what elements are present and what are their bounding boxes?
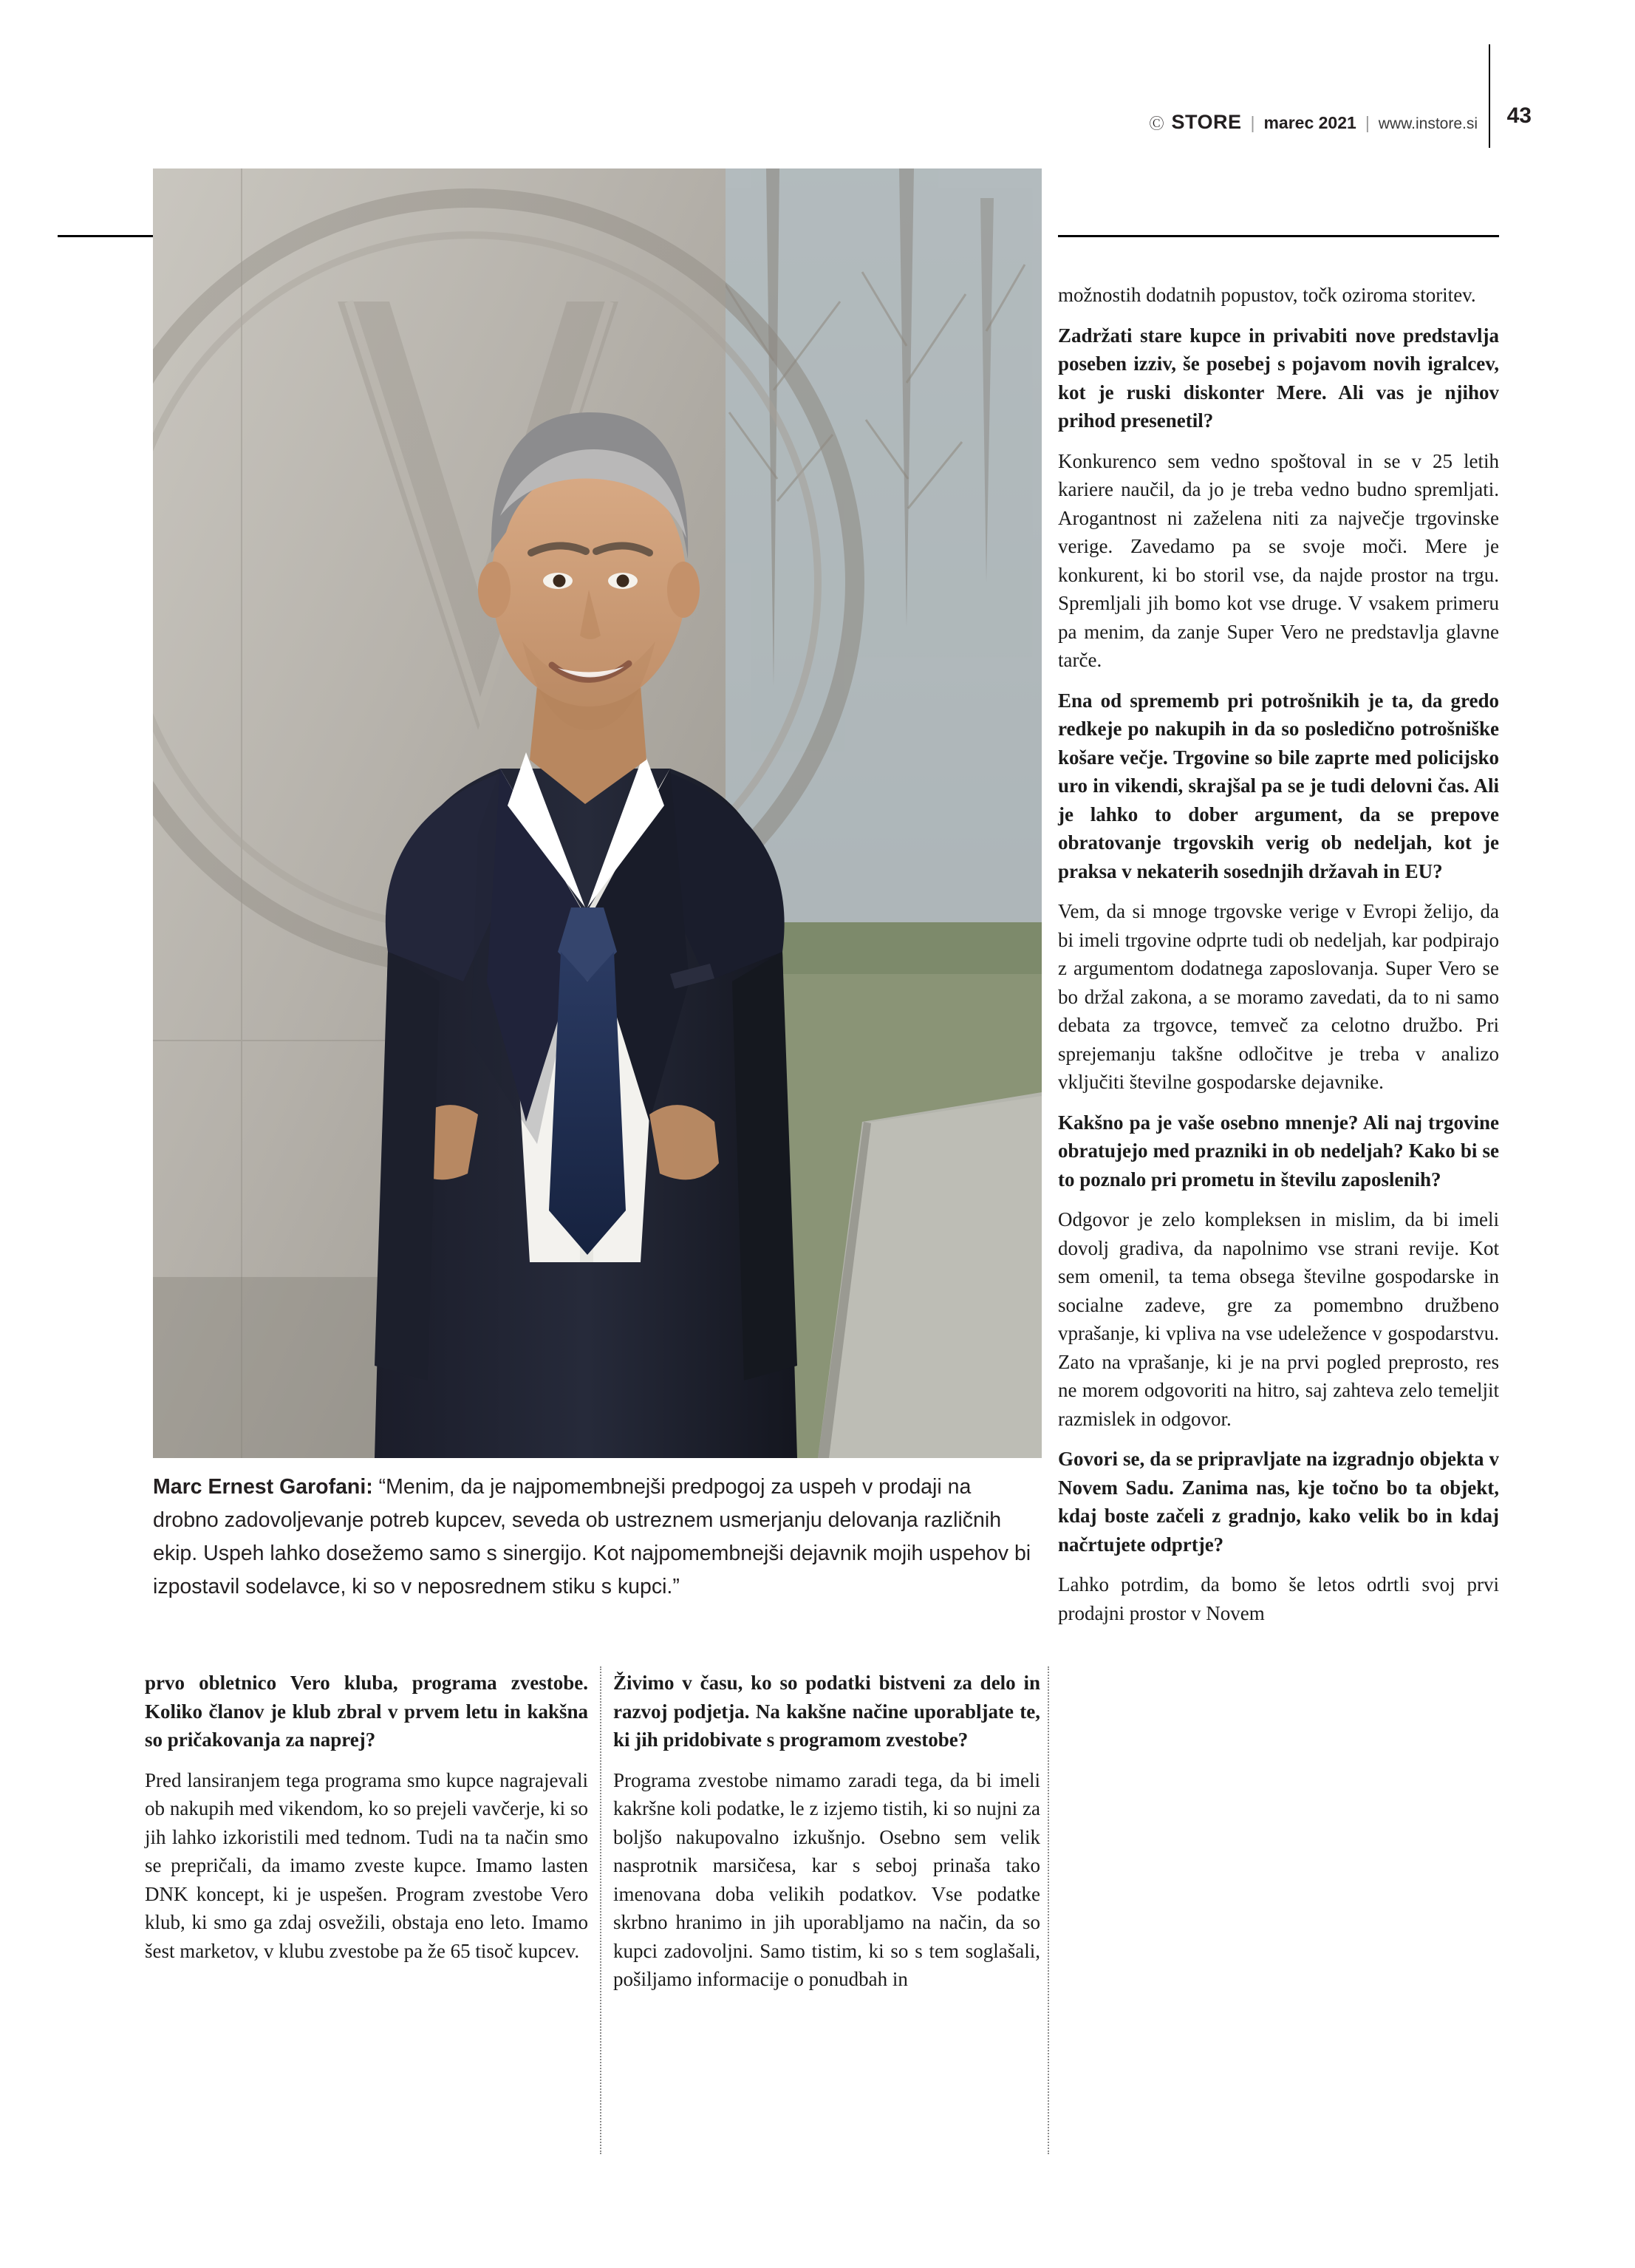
separator-1: | <box>1250 113 1255 132</box>
column-divider-2 <box>1048 1666 1049 2154</box>
interview-answer: Lahko potrdim, da bomo še letos odrtli svoj prvi prodajni prostor v Novem <box>1058 1573 1499 1624</box>
portrait-photo <box>153 168 1042 1458</box>
interview-question: Kakšno pa je vaše osebno mnenje? Ali naj trgovine obratujejo med prazniki in ob nedeljah? Kako bi se to poznalo pri prometu in številu zaposlenih? <box>1058 1111 1499 1191</box>
magazine-masthead <box>1149 111 1478 134</box>
issue-date: marec 2021 <box>1263 113 1356 132</box>
body-column-2 <box>613 1669 1040 1994</box>
interview-question: Govori se, da se pripravljate na izgradnjo objekta v Novem Sadu. Zanima nas, kje točno bo ta objekt, kdaj boste začeli z gradnjo, kako velik bo in kdaj načrtujete odprtje? <box>1058 1448 1499 1556</box>
page-number: 43 <box>1506 103 1532 128</box>
interview-question: Živimo v času, ko so podatki bistveni za delo in razvoj podjetja. Na kakšne načine uporabljate te, ki jih pridobivate s programom zvestobe? <box>613 1672 1040 1751</box>
interview-question: Ena od sprememb pri potrošnikih je ta, da gredo redkeje po nakupih in da so posledično potrošniške košare večje. Trgovine so bile zaprte med policijsko uro in vikendi, skrajšal pa se je tudi delovni čas. Ali je lahko to dober argument, da se prepove obratovanje trgovskih verig ob nedeljah, kot je praksa v nekaterih sosednjih državah in EU? <box>1058 689 1499 882</box>
column-divider-1 <box>600 1666 601 2154</box>
rule-right <box>1058 235 1499 237</box>
body-column-1 <box>145 1669 588 1965</box>
portrait-photo-graphic <box>153 168 1042 1458</box>
copyright-icon: Ⓒ <box>1149 116 1164 132</box>
interview-answer: možnostih dodatnih popustov, točk oziroma storitev. <box>1058 284 1476 306</box>
page-header <box>0 103 1635 155</box>
header-vertical-rule <box>1489 44 1490 148</box>
interview-answer: Pred lansiranjem tega programa smo kupce nagrajevali ob nakupih med vikendom, ko so prejeli vavčerje, ki so jih lahko izkoristili med tednom. Tudi na ta način smo se prepričali, da imamo zveste kupce. Imamo lasten DNK koncept, ki je uspešen. Program zvestobe Vero klub, ki smo ga zdaj osvežili, obstaja eno leto. Imamo šest marketov, v klubu zvestobe pa že 65 tisoč kupcev. <box>145 1768 588 1962</box>
separator-2: | <box>1365 113 1370 132</box>
interview-question: prvo obletnico Vero kluba, programa zvestobe. Koliko članov je klub zbral v prvem letu in kakšna so pričakovanja za naprej? <box>145 1672 588 1751</box>
interview-answer: Vem, da si mnoge trgovske verige v Evropi želijo, da bi imeli trgovine odprte tudi ob nedeljah, kar podpirajo z argumentom dodatnega zaposlovanja. Super Vero se bo držal zakona, a se moramo zavedati, da to ni samo debata za trgovce, temveč za celotno družbo. Pri sprejemanju takšne odločitve je treba v analizo vključiti številne gospodarske dejavnike. <box>1058 900 1499 1093</box>
interview-answer: Konkurenco sem vedno spoštoval in se v 25 letih kariere naučil, da jo je treba vedno budno spremljati. Arogantnost ni zaželena niti za največje trgovinske verige. Zavedamo pa se svoje moči. Mere je konkurent, ki bo storil vse, da najde prostor na trgu. Spremljali jih bomo kot vse druge. V vsakem primeru pa menim, da zanje Super Vero ne predstavlja glavne tarče. <box>1058 449 1499 671</box>
website-url: www.instore.si <box>1378 115 1478 132</box>
caption-text: “Menim, da je najpomembnejši predpogoj za uspeh v prodaji na drobno zadovoljevanje potreb kupcev, seveda ob ustreznem usmerjanju delovanja različnih ekip. Uspeh lahko dosežemo samo s sinergijo. Kot najpomembnejši dejavnik mojih uspehov bi izpostavil sodelavce, ki so v neposrednem stiku s kupci.” <box>153 1475 1031 1598</box>
interview-answer: Programa zvestobe nimamo zaradi tega, da bi imeli kakršne koli podatke, le z izjemo tistih, ki so nujni za boljšo nakupovalno izkušnjo. Osebno sem velik nasprotnik marsičesa, kar s seboj prinaša tako imenovana doba velikih podatkov. Vse podatke skrbno hranimo in jih uporabljamo na način, da so kupci zadovoljni. Samo tistim, ki so s tem soglašali, pošiljamo informacije o ponudbah in <box>613 1768 1040 1990</box>
body-column-3 <box>1058 281 1499 1627</box>
rule-left <box>58 235 155 237</box>
caption-person-name: Marc Ernest Garofani: <box>153 1475 373 1499</box>
brand-name: STORE <box>1171 111 1242 133</box>
interview-answer: Odgovor je zelo kompleksen in mislim, da bi imeli dovolj gradiva, da napolnimo vse strani revije. Kot sem omenil, ta tema obsega številne gospodarske in socialne zadeve, gre za pomembno družbeno vprašanje, ki vpliva na vse udeležence v gospodarstvu. Zato na vprašanje, ki je na prvi pogled preprosto, res ne morem odgovoriti na hitro, saj zahteva zelo temeljit razmislek in odgovor. <box>1058 1208 1499 1430</box>
interview-question: Zadržati stare kupce in privabiti nove predstavlja poseben izziv, še posebej s pojavom novih igralcev, kot je ruski diskonter Mere. Ali vas je njihov prihod presenetil? <box>1058 324 1499 432</box>
photo-caption <box>153 1471 1042 1604</box>
